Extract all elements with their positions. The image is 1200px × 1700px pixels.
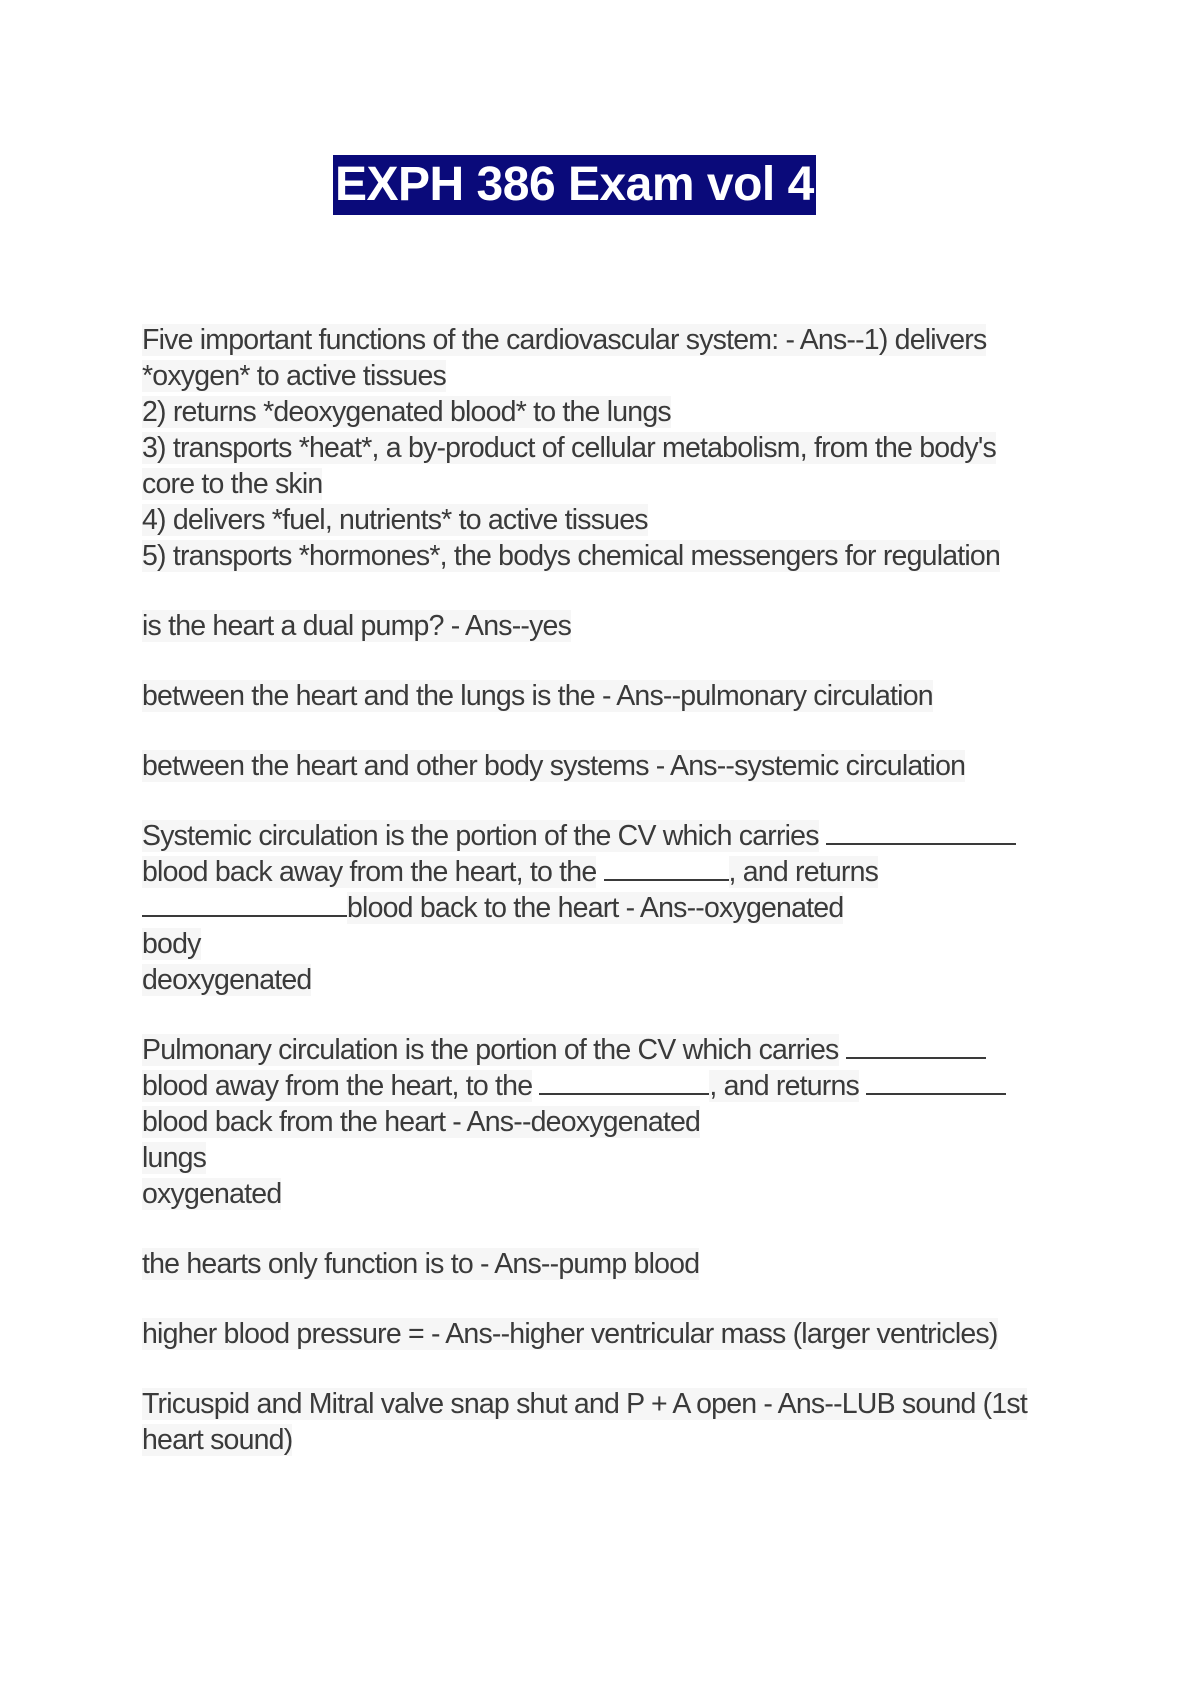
- text-span: deoxygenated: [142, 964, 312, 996]
- text-line: [142, 1104, 1062, 1140]
- text-line: [142, 322, 1062, 358]
- fill-in-blank: [604, 857, 729, 881]
- text-span: oxygenated: [142, 1178, 282, 1210]
- fill-in-blank: [142, 893, 347, 917]
- text-span: *oxygen* to active tissues: [142, 360, 446, 392]
- text-span: Pulmonary circulation is the portion of the CV which carries: [142, 1034, 839, 1066]
- text-span: Tricuspid and Mitral valve snap shut and P + A open - Ans--LUB sound (1st: [142, 1388, 1027, 1420]
- text-line: [142, 1032, 1062, 1068]
- text-line: [142, 962, 1062, 998]
- text-line: [142, 1246, 1062, 1282]
- text-span: is the heart a dual pump? - Ans--yes: [142, 610, 572, 642]
- text-line: [142, 430, 1062, 466]
- document-body: [142, 322, 1062, 1492]
- qa-block-pulmonary: [142, 1032, 1062, 1212]
- text-span: Systemic circulation is the portion of the CV which carries: [142, 820, 819, 852]
- text-line: [142, 926, 1062, 962]
- text-span: lungs: [142, 1142, 207, 1174]
- text-line: [142, 538, 1062, 574]
- text-line: [142, 466, 1062, 502]
- qa-block: [142, 1386, 1062, 1458]
- text-span: the hearts only function is to - Ans--pump blood: [142, 1248, 700, 1280]
- text-span: blood away from the heart, to the: [142, 1070, 533, 1102]
- text-line: [142, 1140, 1062, 1176]
- text-span: Five important functions of the cardiovascular system: - Ans--1) delivers: [142, 324, 987, 356]
- text-line: [142, 1316, 1062, 1352]
- text-line: [142, 394, 1062, 430]
- text-span: , and returns: [709, 1070, 859, 1102]
- fill-in-blank: [826, 821, 1016, 845]
- qa-block: [142, 1246, 1062, 1282]
- text-line: [142, 854, 1062, 890]
- text-span: higher blood pressure = - Ans--higher ventricular mass (larger ventricles): [142, 1318, 998, 1350]
- document-title: EXPH 386 Exam vol 4: [333, 155, 816, 215]
- text-span: blood back to the heart - Ans--oxygenated: [347, 892, 844, 924]
- text-line: [142, 502, 1062, 538]
- qa-block-systemic: [142, 818, 1062, 998]
- text-span: blood back from the heart - Ans--deoxygenated: [142, 1106, 701, 1138]
- text-line: [142, 1176, 1062, 1212]
- text-span: between the heart and the lungs is the - Ans--pulmonary circulation: [142, 680, 933, 712]
- text-line: [142, 1422, 1062, 1458]
- fill-in-blank: [539, 1071, 709, 1095]
- qa-block: [142, 1316, 1062, 1352]
- text-span: , and returns: [728, 856, 879, 888]
- text-span: body: [142, 928, 201, 960]
- text-line: [142, 678, 1062, 714]
- text-line: [142, 1068, 1062, 1104]
- fill-in-blank: [846, 1035, 986, 1059]
- text-line: [142, 358, 1062, 394]
- text-line: [142, 890, 1062, 926]
- qa-block: [142, 748, 1062, 784]
- text-span: 5) transports *hormones*, the bodys chemical messengers for regulation: [142, 540, 1001, 572]
- text-span: 3) transports *heat*, a by-product of cellular metabolism, from the body's: [142, 432, 996, 464]
- text-line: [142, 608, 1062, 644]
- fill-in-blank: [866, 1071, 1006, 1095]
- qa-block: [142, 322, 1062, 574]
- qa-block: [142, 678, 1062, 714]
- text-line: [142, 818, 1062, 854]
- text-span: heart sound): [142, 1424, 293, 1456]
- qa-block: [142, 608, 1062, 644]
- text-line: [142, 1386, 1062, 1422]
- text-span: 2) returns *deoxygenated blood* to the lungs: [142, 396, 671, 428]
- text-span: 4) delivers *fuel, nutrients* to active tissues: [142, 504, 648, 536]
- text-span: between the heart and other body systems - Ans--systemic circulation: [142, 750, 966, 782]
- text-line: [142, 748, 1062, 784]
- text-span: blood back away from the heart, to the: [142, 856, 597, 888]
- title-wrap: [333, 155, 813, 215]
- text-span: core to the skin: [142, 468, 323, 500]
